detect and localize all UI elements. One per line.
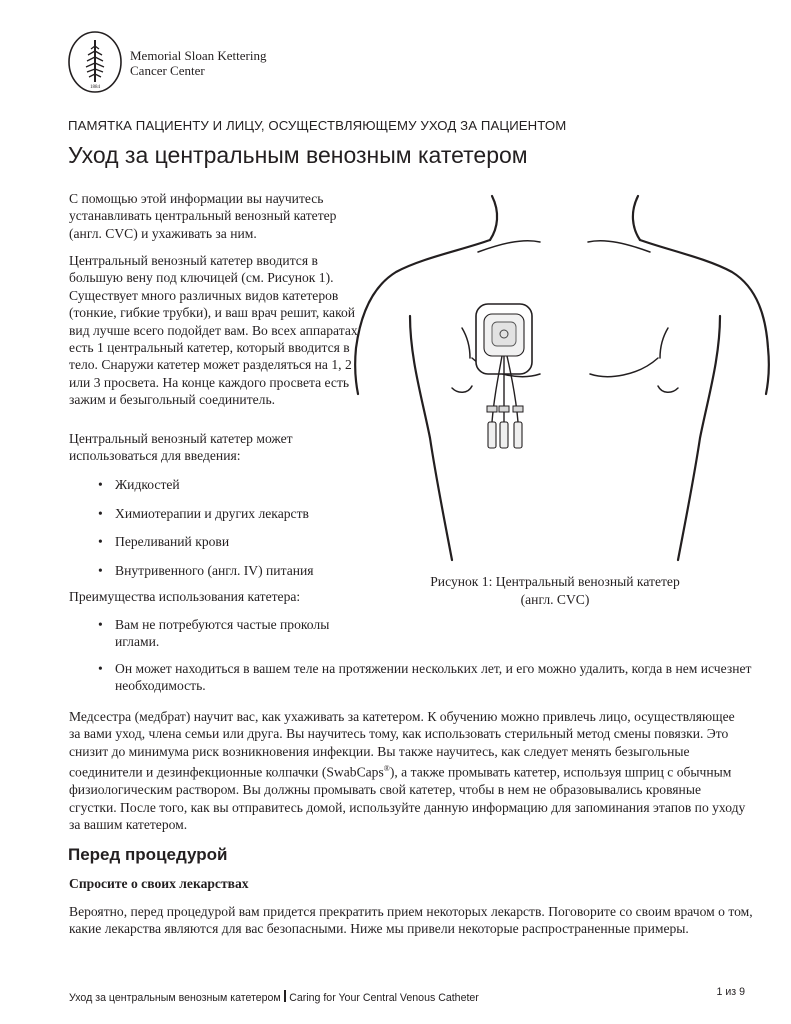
document-kicker: ПАМЯТКА ПАЦИЕНТУ И ЛИЦУ, ОСУЩЕСТВЛЯЮЩЕМУ УХОД ЗА ПАЦИЕНТОМ	[68, 118, 567, 133]
advantages-list	[69, 616, 369, 651]
logo-line-2: Cancer Center	[130, 63, 205, 78]
advantages-intro: Преимущества использования катетера:	[69, 589, 301, 604]
subsection-heading: Спросите о своих лекарствах	[69, 876, 249, 891]
intro-paragraph: С помощью этой информации вы научитесь устанавливать центральный венозный катетер (англ. CVC) и ухаживать за ним.	[69, 191, 337, 241]
section-heading: Перед процедурой	[68, 845, 228, 864]
page-number: 1 из 9	[716, 986, 745, 998]
logo-line-1: Memorial Sloan Kettering	[130, 48, 267, 63]
uses-list	[69, 476, 369, 590]
training-paragraph: Медсестра (медбрат) научит вас, как ухаживать за катетером. К обучению можно привлечь лицо, осуществляющее за вами уход, члена семьи или друга. Вы научитесь тому, как использовать стерильный метод смены повязки. Это снизит до минимума риск возникновения инфекции. Вы также научитесь, как следует менять безыгольные соединители и дезинфекционные колпачки (SwabCaps®), а также промывать катетер, используя шприц с обычным физиологическим раствором. Вы должны промывать свой катетер, чтобы в нем не образовывались кровяные сгустки. После того, как вы отправитесь домой, используйте данную информацию для запоминания этапов по уходу за вашим катетером.	[69, 709, 746, 832]
figure-caption: Рисунок 1: Центральный венозный катетер (англ. CVC)	[430, 574, 680, 607]
msk-logo	[66, 30, 278, 94]
list-item: • Он может находиться в вашем теле на протяжении нескольких лет, и его можно удалить, когда в нем исчезнет необходимость.	[98, 661, 752, 694]
list-item: • Переливаний крови	[98, 534, 230, 550]
footer-separator	[284, 990, 287, 1002]
medications-paragraph: Вероятно, перед процедурой вам придется прекратить прием некоторых лекарств. Поговорите со своим врачом о том, какие лекарства являются для вас безопасными. Ниже мы привели некоторые распространенные примеры.	[69, 904, 753, 937]
advantages-list-continued	[69, 660, 769, 695]
list-item: • Жидкостей	[98, 477, 180, 492]
logo-wordmark	[130, 48, 266, 78]
cvc-torso-illustration	[352, 188, 772, 568]
footer-title: Уход за центральным венозным катетером Caring for Your Central Venous Catheter	[69, 992, 479, 1004]
list-item: • Вам не потребуются частые проколы иглами.	[98, 617, 330, 650]
description-paragraph: Центральный венозный катетер вводится в большую вену под ключицей (см. Рисунок 1). Существует много различных видов катетеров (тонкие, гибкие трубки), и ваш врач решит, какой вид лучше всего подойдет вам. Во всех аппаратах есть 1 центральный катетер, который вводится в тело. Снаружи катетер может разделяться на 1, 2 или 3 просвета. На конце каждого просвета есть зажим и безыгольный соединитель.	[69, 253, 358, 408]
svg-text:1884: 1884	[90, 85, 100, 90]
uses-intro-paragraph: Центральный венозный катетер может использоваться для введения:	[69, 431, 293, 464]
list-item: • Внутривенного (англ. IV) питания	[98, 562, 314, 578]
list-item: • Химиотерапии и других лекарств	[98, 505, 309, 521]
page-title: Уход за центральным венозным катетером	[68, 142, 528, 168]
msk-logo-icon	[66, 30, 126, 94]
